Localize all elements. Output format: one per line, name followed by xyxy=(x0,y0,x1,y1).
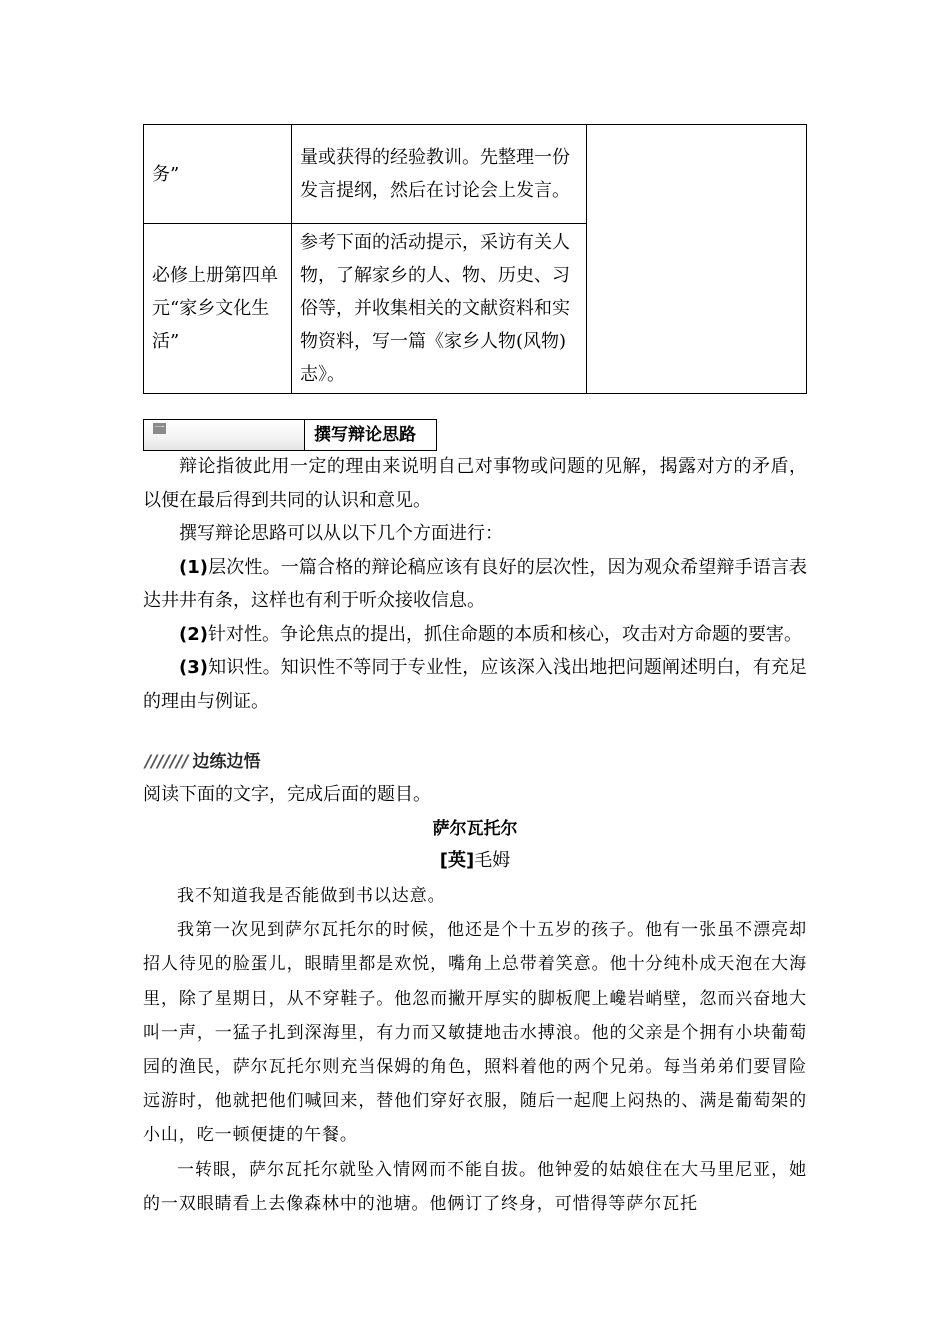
point-text: 知识性。知识性不等同于专业性，应该深入浅出地把问题阐述明白，有充足的理由与例证。 xyxy=(143,657,807,712)
unit-cell: 务” xyxy=(144,125,292,224)
section-heading xyxy=(143,419,437,451)
practice-heading xyxy=(145,750,260,774)
point-label: (2) xyxy=(179,623,208,645)
point-text: 针对性。争论焦点的提出，抓住命题的本质和核心，攻击对方命题的要害。 xyxy=(207,623,802,645)
point-paragraph xyxy=(143,551,807,618)
point-paragraph xyxy=(143,651,807,718)
point-paragraph xyxy=(143,618,807,652)
section-number: 一 xyxy=(154,423,165,434)
author-name: 毛姆 xyxy=(474,850,511,871)
point-text: 层次性。一篇合格的辩论稿应该有良好的层次性，因为观众希望辩手语言表达井井有条，这样也有利于听众接收信息。 xyxy=(143,556,807,611)
practice-label: 边练边悟 xyxy=(192,752,261,772)
lead-paragraph: 撰写辩论思路可以从以下几个方面进行： xyxy=(179,523,503,544)
passage-body xyxy=(143,879,807,1221)
point-label: (3) xyxy=(179,657,208,678)
author-nationality: [英] xyxy=(439,850,475,871)
unit-cell: 必修上册第四单元“家乡文化生活” xyxy=(144,224,292,394)
passage-paragraph: 一转眼，萨尔瓦托尔就坠入情网而不能自拔。他钟爱的姑娘住在大马里尼亚，她的一双眼睛看上去像森林中的池塘。他俩订了终身，可惜得等萨尔瓦托 xyxy=(143,1159,807,1214)
passage-author xyxy=(143,846,807,876)
activity-table xyxy=(143,124,807,394)
table-row xyxy=(144,125,807,224)
task-cell: 量或获得的经验教训。先整理一份发言提纲，然后在讨论会上发言。 xyxy=(292,125,587,224)
slash-decoration: /////// xyxy=(145,752,189,772)
point-label: (1) xyxy=(179,556,208,578)
passage-paragraph: 我第一次见到萨尔瓦托尔的时候，他还是个十五岁的孩子。他有一张虽不漂亮却招人待见的脸蛋儿，眼睛里都是欢悦，嘴角上总带着笑意。他十分纯朴成天泡在大海里，除了星期日，从不穿鞋子。他忽而撇开厚实的脚板爬上巉岩峭壁，忽而兴奋地大叫一声，一猛子扎到深海里，有力而又敏捷地击水搏浪。他的父亲是个拥有小块葡萄园的渔民，萨尔瓦托尔则充当保姆的角色，照料着他的两个兄弟。每当弟弟们要冒险远游时，他就把他们喊回来，替他们穿好衣服，随后一起爬上闷热的、满是葡萄架的小山，吃一顿便捷的午餐。 xyxy=(143,920,807,1146)
passage-title: 萨尔瓦托尔 xyxy=(432,819,518,839)
section-title: 撰写辩论思路 xyxy=(314,425,416,445)
intro-paragraph: 辩论指彼此用一定的理由来说明自己对事物或问题的见解，揭露对方的矛盾，以便在最后得到共同的认识和意见。 xyxy=(143,456,807,511)
task-cell: 参考下面的活动提示，采访有关人物，了解家乡的人、物、历史、习俗等，并收集相关的文献资料和实物资料，写一篇《家乡人物(风物)志》。 xyxy=(292,224,587,394)
reading-instruction: 阅读下面的文字，完成后面的题目。 xyxy=(143,784,431,805)
passage-paragraph: 我不知道我是否能做到书以达意。 xyxy=(177,886,446,906)
section-tab xyxy=(144,420,305,450)
method-text xyxy=(143,450,807,718)
notes-cell xyxy=(587,125,807,394)
